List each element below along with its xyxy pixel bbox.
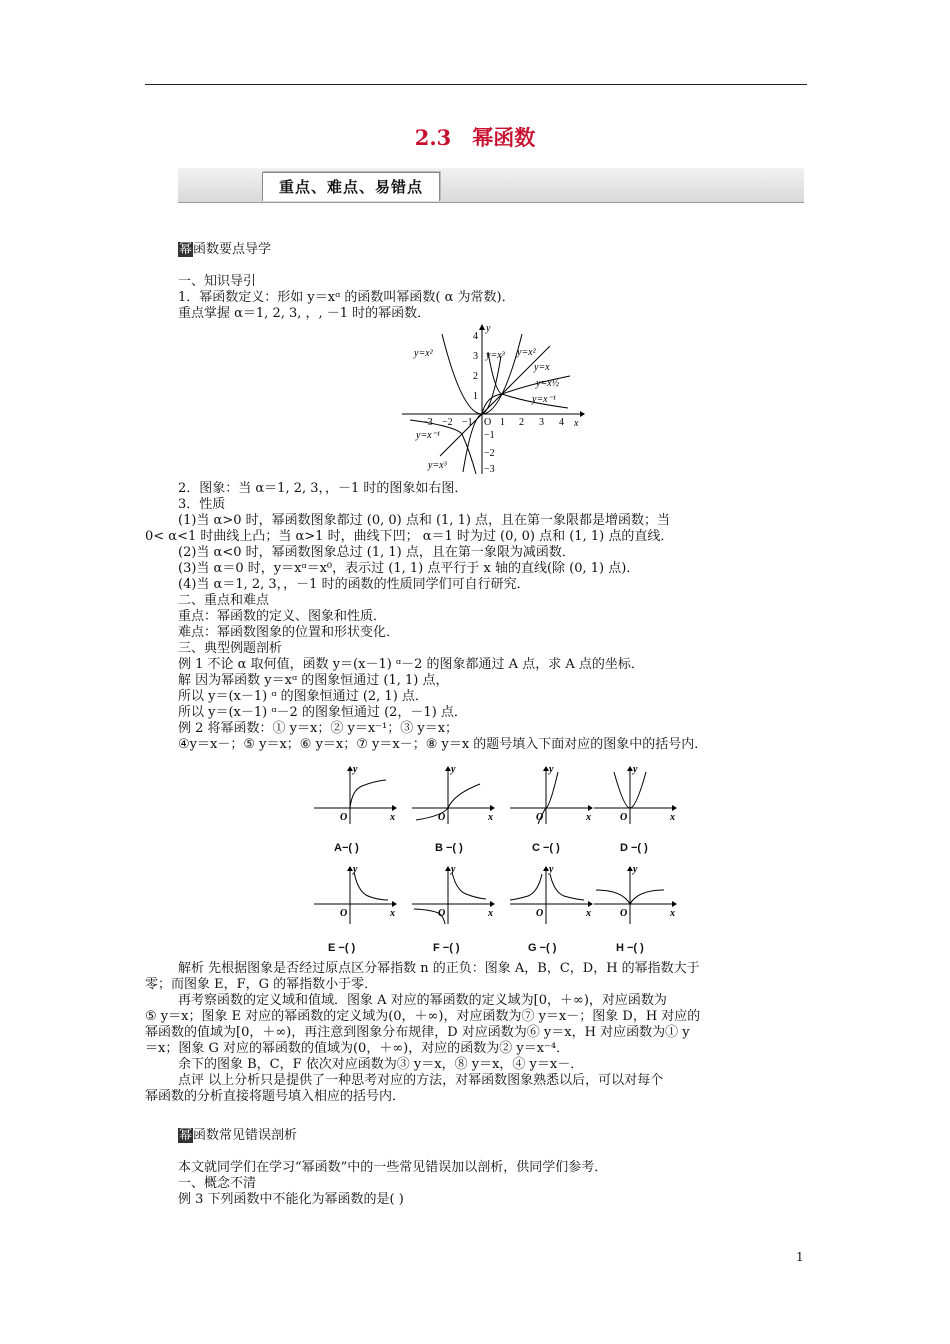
x-label: x xyxy=(670,908,675,919)
graph-c xyxy=(508,764,594,826)
power-functions-graph xyxy=(400,322,585,477)
text-line: ④y＝x－；⑤ y＝x；⑥ y＝x；⑦ y＝x－；⑧ y＝x 的题号填入下面对应的图象中的括号内． xyxy=(178,737,708,752)
tick-x: −1 xyxy=(462,417,473,428)
text-line: 点评 以上分析只是提供了一种思考对应的方法，对幂函数图象熟悉以后，可以对每个 xyxy=(178,1073,664,1088)
text-line: 所以 y＝(x－1) ᵅ－2 的图象恒通过 (2，－1) 点． xyxy=(178,705,467,720)
section-heading-1 xyxy=(178,242,271,258)
section-heading-2 xyxy=(178,1128,297,1144)
label-y-x2b: y=x² xyxy=(517,347,536,358)
label-y-x: y=x xyxy=(534,362,550,373)
y-label: y xyxy=(549,764,554,775)
graph-a xyxy=(312,764,398,826)
origin-label: O xyxy=(484,417,492,428)
text-line: 解 因为幂函数 y＝xᵅ 的图象恒通过 (1, 1) 点， xyxy=(178,673,449,688)
text-line: 所以 y＝(x－1) ᵅ 的图象恒通过 (2, 1) 点． xyxy=(178,689,428,704)
label-y-x3b: y=x³ xyxy=(428,460,447,471)
caption-c: C −( ) xyxy=(532,842,560,854)
caption-b: B −( ) xyxy=(435,842,463,854)
x-label: x xyxy=(488,908,493,919)
text-line: (4)当 α＝1, 2, 3，，－1 时的函数的性质同学们可自行研究． xyxy=(178,577,530,592)
text-line: 难点：幂函数图象的位置和形状变化． xyxy=(178,625,400,640)
tick-x: 3 xyxy=(539,417,544,428)
y-label: y xyxy=(633,764,638,775)
x-label: x xyxy=(586,812,591,823)
y-label: y xyxy=(633,864,638,875)
x-axis-label: x xyxy=(574,418,579,429)
x-label: x xyxy=(390,812,395,823)
text-line: 例 2 将幂函数：① y＝x；② y＝x⁻¹；③ y＝x； xyxy=(178,721,459,736)
caption-a: A−( ) xyxy=(334,842,359,854)
text-line: 0< α<1 时曲线上凸；当 α>1 时，曲线下凹； α＝1 时为过 (0, 0) 点和 (1, 1) 点的直线． xyxy=(145,529,674,544)
page-title: 2.3 幂函数 xyxy=(414,125,536,150)
caption-h: H −( ) xyxy=(616,942,644,954)
text-line: 重点：幂函数的定义、图象和性质． xyxy=(178,609,387,624)
text-line: (3)当 α＝0 时，y＝xᵅ＝x⁰，表示过 (1, 1) 点平行于 x 轴的直线(除 (0, 1) 点)． xyxy=(178,561,640,576)
tick-y: 3 xyxy=(473,351,478,362)
origin-label: O xyxy=(536,812,544,823)
caption-d: D −( ) xyxy=(620,842,648,854)
text-line: 幂函数的分析直接将题号填入相应的括号内． xyxy=(145,1089,406,1104)
tick-x: −3 xyxy=(422,417,433,428)
tick-x: 1 xyxy=(500,417,505,428)
heading-mark: 幂 xyxy=(179,242,193,257)
text-line: 重点掌握 α＝1, 2, 3, ，, －1 时的幂函数． xyxy=(178,306,431,321)
graph-g xyxy=(508,864,594,926)
text-line: 二、重点和难点 xyxy=(178,593,270,608)
text-line: 幂函数的值域为[0，＋∞)，再注意到图象分布规律，D 对应函数为⑥ y＝x，H 对应函数为① y xyxy=(145,1025,690,1040)
text-line: 解析 先根据图象是否经过原点区分幂指数 n 的正负：图象 A，B，C，D，H 的幂指数大于 xyxy=(178,961,700,976)
x-label: x xyxy=(488,812,493,823)
heading-text: 函数常见错误剖析 xyxy=(193,1128,298,1143)
text-line: 三、典型例题剖析 xyxy=(178,641,283,656)
text-line: 本文就同学们在学习“幂函数”中的一些常见错误加以剖析，供同学们参考． xyxy=(178,1160,608,1175)
text-line: 余下的图象 B，C，F 依次对应函数为③ y＝x，⑧ y＝x，④ y＝x－． xyxy=(178,1057,584,1072)
text-line: 一、知识导引 xyxy=(178,274,257,289)
graph-h xyxy=(592,864,678,926)
graph-b xyxy=(410,764,496,826)
tick-y: −2 xyxy=(484,448,495,459)
tick-y: −1 xyxy=(484,430,495,441)
tick-x: −2 xyxy=(442,417,453,428)
heading-mark: 幂 xyxy=(179,1128,193,1143)
y-axis-label: y xyxy=(486,323,491,334)
tick-y: −3 xyxy=(484,464,495,475)
origin-label: O xyxy=(340,812,348,823)
tick-x: 4 xyxy=(559,417,564,428)
text-line: 一、概念不清 xyxy=(178,1176,257,1191)
y-label: y xyxy=(549,864,554,875)
x-label: x xyxy=(390,908,395,919)
text-line: 例 3 下列函数中不能化为幂函数的是( ) xyxy=(178,1192,404,1207)
top-rule xyxy=(145,84,807,85)
label-y-x3: y=x³ xyxy=(486,350,505,361)
text-line: 1．幂函数定义：形如 y＝xᵅ 的函数叫幂函数( α 为常数)． xyxy=(178,290,515,305)
text-line: 3．性质 xyxy=(178,497,226,512)
tick-y: 2 xyxy=(473,371,478,382)
graph-d xyxy=(592,764,678,826)
caption-f: F −( ) xyxy=(433,942,460,954)
text-line: (2)当 α<0 时，幂函数图象总过 (1, 1) 点，且在第一象限为减函数． xyxy=(178,545,575,560)
origin-label: O xyxy=(536,908,544,919)
label-y-x2: y=x² xyxy=(414,348,433,359)
label-y-xhalf: y=x½ xyxy=(536,378,560,389)
origin-label: O xyxy=(620,812,628,823)
text-line: (1)当 α>0 时，幂函数图象都过 (0, 0) 点和 (1, 1) 点，且在第一象限都是增函数；当 xyxy=(178,513,671,528)
y-label: y xyxy=(353,764,358,775)
origin-label: O xyxy=(340,908,348,919)
y-label: y xyxy=(451,864,456,875)
label-y-xinv: y=x⁻¹ xyxy=(532,394,556,405)
text-line: 2．图象：当 α＝1, 2, 3，，－1 时的图象如右图． xyxy=(178,481,468,496)
graph-f xyxy=(410,864,496,926)
page-number: 1 xyxy=(796,1250,804,1264)
text-line: ＝x；图象 G 对应的幂函数的值域为(0，＋∞)，对应的函数为② y＝x⁻⁴． xyxy=(145,1041,570,1056)
text-line: 零；而图象 E，F，G 的幂指数小于零． xyxy=(145,977,378,992)
y-label: y xyxy=(451,764,456,775)
origin-label: O xyxy=(620,908,628,919)
origin-label: O xyxy=(438,908,446,919)
heading-text: 函数要点导学 xyxy=(193,242,272,257)
x-label: x xyxy=(586,908,591,919)
text-line: ⑤ y＝x；图象 E 对应的幂函数的定义域为(0，＋∞)，对应函数为⑦ y＝x－；图象 D，H 对应的 xyxy=(145,1009,701,1024)
tick-y: 1 xyxy=(473,391,478,402)
tick-y: 4 xyxy=(473,331,478,342)
graph-e xyxy=(312,864,398,926)
text-line: 例 1 不论 α 取何值，函数 y＝(x－1) ᵅ－2 的图象都通过 A 点，求 A 点的坐标． xyxy=(178,657,644,672)
section-tab: 重点、难点、易错点 xyxy=(262,172,440,201)
text-line: 再考察函数的定义域和值域．图象 A 对应的幂函数的定义域为[0，＋∞)，对应函数为 xyxy=(178,993,667,1008)
caption-e: E −( ) xyxy=(328,942,356,954)
label-y-xinv2: y=x⁻¹ xyxy=(416,430,440,441)
y-label: y xyxy=(353,864,358,875)
x-label: x xyxy=(670,812,675,823)
caption-g: G −( ) xyxy=(528,942,557,954)
origin-label: O xyxy=(438,812,446,823)
tick-x: 2 xyxy=(519,417,524,428)
